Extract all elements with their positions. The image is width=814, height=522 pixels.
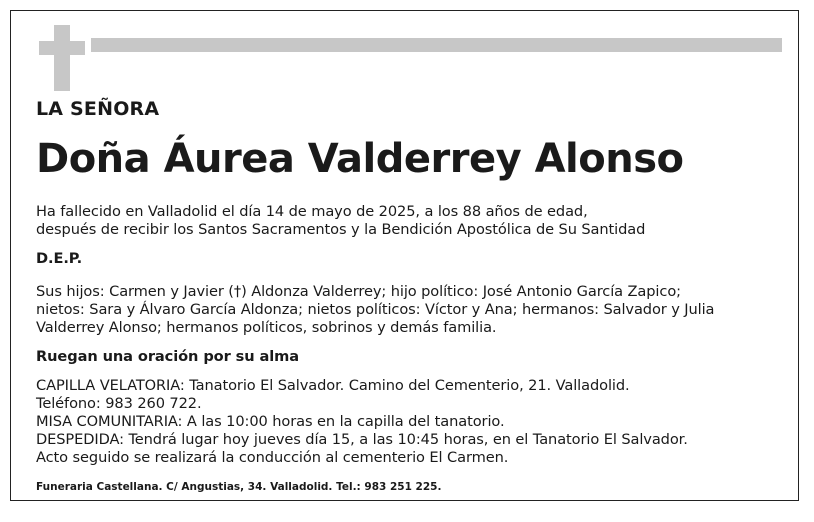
info-line-2: Teléfono: 983 260 722. <box>36 395 202 412</box>
family-line-2: nietos: Sara y Álvaro García Aldonza; nietos políticos: Víctor y Ana; hermanos: Salvador y Julia <box>36 301 715 318</box>
info-line-4: DESPEDIDA: Tendrá lugar hoy jueves día 15, a las 10:45 horas, en el Tanatorio El Salvador. <box>36 431 688 448</box>
deceased-name: Doña Áurea Valderrey Alonso <box>36 136 684 182</box>
info-line-5: Acto seguido se realizará la conducción al cementerio El Carmen. <box>36 449 509 466</box>
death-notice-line-2: después de recibir los Santos Sacramentos y la Bendición Apostólica de Su Santidad <box>36 221 646 238</box>
family-line-1: Sus hijos: Carmen y Javier (†) Aldonza Valderrey; hijo político: José Antonio García Zapico; <box>36 283 681 300</box>
dep-label: D.E.P. <box>36 250 83 267</box>
info-line-3: MISA COMUNITARIA: A las 10:00 horas en la capilla del tanatorio. <box>36 413 505 430</box>
funeral-home-footer: Funeraria Castellana. C/ Angustias, 34. Valladolid. Tel.: 983 251 225. <box>36 481 442 493</box>
honorific-title: LA SEÑORA <box>36 98 160 120</box>
header-bar <box>91 38 782 52</box>
death-notice-line-1: Ha fallecido en Valladolid el día 14 de mayo de 2025, a los 88 años de edad, <box>36 203 588 220</box>
family-line-3: Valderrey Alonso; hermanos políticos, sobrinos y demás familia. <box>36 319 497 336</box>
prayer-request: Ruegan una oración por su alma <box>36 348 300 365</box>
cross-icon <box>39 25 85 91</box>
info-line-1: CAPILLA VELATORIA: Tanatorio El Salvador. Camino del Cementerio, 21. Valladolid. <box>36 377 630 394</box>
obituary-card <box>10 10 799 501</box>
